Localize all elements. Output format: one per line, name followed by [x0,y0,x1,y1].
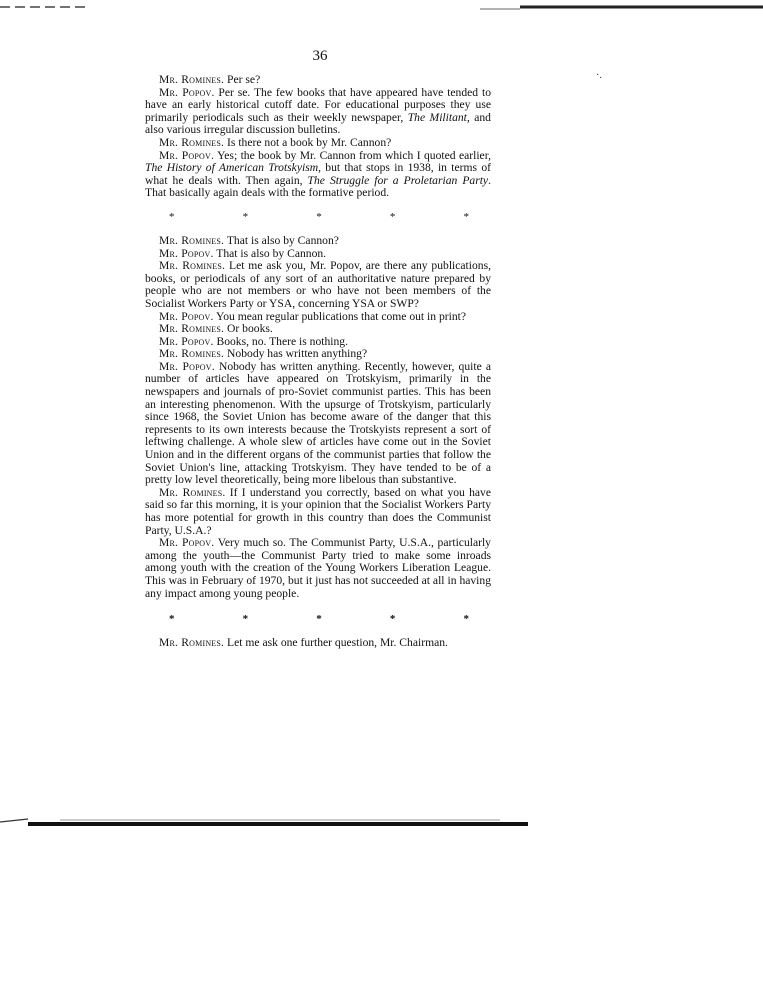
speaker-label: Mr. Popov. [159,536,215,550]
paragraph-text: Books, no. There is nothing. [213,334,348,348]
star-mark: * [389,613,396,626]
page-number: 36 [312,48,328,64]
speaker-label: Mr. Romines. [159,233,225,247]
star-mark: * [316,210,322,223]
title-citation: The History of American Trotskyism [145,161,319,175]
section-break-stars [145,614,491,625]
star-mark: * [169,613,175,626]
transcript-paragraph [145,637,491,650]
title-citation: The Militant [407,110,467,124]
speaker-label: Mr. Popov. [159,359,215,373]
speaker-label: Mr. Popov. [159,334,214,348]
paragraph-text: Per se. The few books that have appeared have tended to have an early historical cutoff date. For educational purposes they use primarily periodicals such as their weekly newspaper, [145,85,491,124]
top-border-rule [0,2,763,12]
speaker-label: Mr. Romines. [159,135,225,149]
transcript-paragraph [145,87,491,137]
scan-speck: ·. [596,70,602,81]
star-mark: * [169,210,175,223]
paragraph-text: Very much so. The Communist Party, U.S.A., particularly among the youth—the Communist Party tried to make some inroads among youth with the creation of the Young Workers Liberation League. This was in February of 1970, but it just has not succeeded at all in having any impact among young people. [145,536,491,600]
section-break-stars [145,212,491,223]
transcript-paragraph [145,150,491,200]
paragraph-text: Let me ask one further question, Mr. Chairman. [224,636,448,650]
paragraph-text: . That basically again deals with the formative period. [145,173,491,200]
paragraph-text: , but that stops in 1938, in terms of what he deals with. Then again, [145,161,491,187]
speaker-label: Mr. Popov. [159,148,215,162]
star-mark: * [242,210,249,223]
speaker-label: Mr. Romines. [159,485,226,499]
paragraph-text: Nobody has written anything. Recently, however, quite a number of articles have appeared on Trotskyism, primarily in the newspapers and journals of pro-Soviet communist parties. This has been an interesting phenomenon. With the upsurge of Trotskyism, particularly since 1968, the Soviet Union has become aware of the danger that this represents to its own interests because the Trotskyists represent a sort of leftwing challenge. A whole slew of articles have come out in the Soviet Union and in the different organs of the communist parties that follow the Soviet Union's line, attacking Trotskyism. They have tended to be of a pretty low level theoretically, being more libelous than substantive. [145,359,491,487]
paragraph-text: Is there not a book by Mr. Cannon? [224,135,392,149]
paragraph-text: That is also by Cannon? [224,233,339,247]
speaker-label: Mr. Popov. [159,309,214,323]
paragraph-text: , and also various irregular discussion bulletins. [145,110,491,137]
paragraph-text: Nobody has written anything? [224,347,368,361]
paragraph-text: Let me ask you, Mr. Popov, are there any publications, books, or periodicals of any sort of an authoritative nature prepared by people who are not members or who have not been members of the Socialist Workers Party or YSA, concerning YSA or SWP? [145,259,491,310]
speaker-label: Mr. Romines. [159,73,225,86]
star-mark: * [316,613,322,626]
transcript-text [145,74,491,650]
paragraph-text: That is also by Cannon. [213,246,327,260]
paragraph-text: Yes; the book by Mr. Cannon from which I quoted earlier, [214,148,491,162]
speaker-label: Mr. Romines. [159,636,225,650]
speaker-label: Mr. Romines. [159,259,226,273]
paragraph-text: Or books. [224,322,273,336]
speaker-label: Mr. Popov. [159,85,215,99]
transcript-paragraph [145,487,491,537]
title-citation: The Struggle for a Proletarian Party [307,173,489,187]
star-mark: * [242,613,249,626]
speaker-label: Mr. Popov. [159,246,214,260]
star-mark: * [463,613,469,626]
transcript-paragraph [145,537,491,600]
bottom-border-rule [0,812,763,832]
speaker-label: Mr. Romines. [159,322,225,336]
transcript-paragraph [145,260,491,310]
transcript-paragraph [145,361,491,487]
speaker-label: Mr. Romines. [159,347,225,361]
star-mark: * [389,210,396,223]
paragraph-text: If I understand you correctly, based on what you have said so far this morning, it is your opinion that the Socialist Workers Party has more potential for growth in this country than does the Communist Party, U.S.A.? [145,485,491,537]
paragraph-text: You mean regular publications that come out in print? [213,309,467,323]
star-mark: * [463,210,469,223]
paragraph-text: Per se? [224,73,261,86]
